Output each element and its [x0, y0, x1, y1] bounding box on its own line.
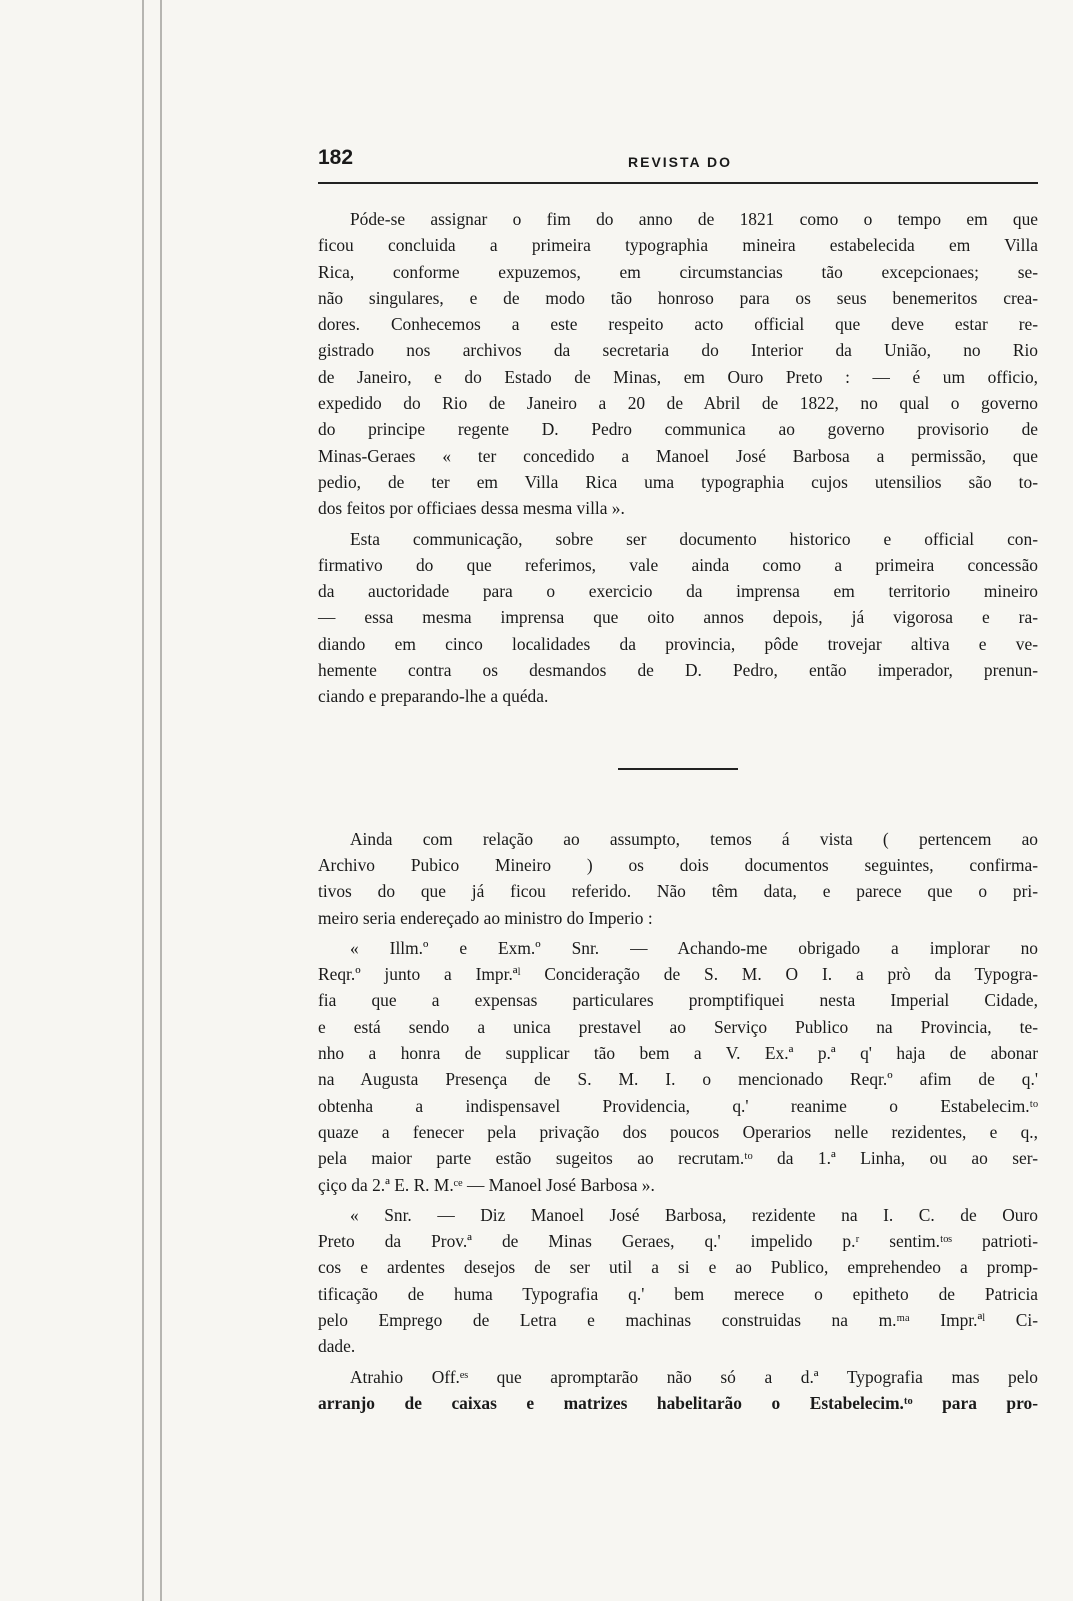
- text-line: dos feitos por officiaes dessa mesma villa ».: [318, 498, 625, 519]
- text-line: Preto da Prov.ª de Minas Geraes, q.' impelido p.ʳ sentim.ᵗᵒˢ patrioti-: [318, 1231, 1038, 1252]
- scan-binding-edge: [0, 0, 178, 1601]
- text-line: pedio, de ter em Villa Rica uma typographia cujos utensilios são to-: [318, 471, 1038, 492]
- text-line: Minas-Geraes « ter concedido a Manoel José Barbosa a permissão, que: [318, 445, 1038, 466]
- text-line: Póde-se assignar o fim do anno de 1821 como o tempo em que: [350, 209, 1038, 229]
- paragraph-4: [318, 935, 1038, 1198]
- scan-streak: [160, 0, 162, 1601]
- text-line: « Illm.º e Exm.º Snr. — Achando-me obrigado a implorar no: [350, 937, 1038, 958]
- text-line: firmativo do que referimos, vale ainda como a primeira concessão: [318, 554, 1038, 575]
- text-line: e está sendo a unica prestavel ao Serviço Publico na Provincia, te-: [318, 1016, 1038, 1037]
- text-line: Ainda com relação ao assumpto, temos á vista ( pertencem ao: [350, 828, 1038, 849]
- text-line: gistrado nos archivos da secretaria do Interior da União, no Rio: [318, 340, 1038, 361]
- scan-streak: [142, 0, 144, 1601]
- text-line: hemente contra os desmandos de D. Pedro, então imperador, prenun-: [318, 660, 1038, 681]
- text-line: expedido do Rio de Janeiro a 20 de Abril de 1822, no qual o governo: [318, 393, 1038, 414]
- text-line: tificação de huma Typografia q.' bem merece o epitheto de Patricia: [318, 1283, 1038, 1304]
- text-line: ficou concluida a primeira typographia mineira estabelecida em Villa: [318, 235, 1038, 256]
- text-line: « Snr. — Diz Manoel José Barbosa, rezidente na I. C. de Ouro: [350, 1204, 1038, 1225]
- text-line: quaze a fenecer pela privação dos poucos Operarios nelle rezidentes, e q.,: [318, 1121, 1038, 1142]
- text-line: pelo Emprego de Letra e machinas construidas na m.ᵐᵃ Impr.ªˡ Ci-: [318, 1309, 1038, 1330]
- text-line: arranjo de caixas e matrizes habelitarão o Estabelecim.ᵗᵒ para pro-: [318, 1392, 1038, 1413]
- text-line: fia que a expensas particulares promptifiquei nesta Imperial Cidade,: [318, 990, 1038, 1011]
- text-line: pela maior parte estão sugeitos ao recrutam.ᵗᵒ da 1.ª Linha, ou ao ser-: [318, 1148, 1038, 1169]
- text-line: não singulares, e de modo tão honroso para os seus benemeritos crea-: [318, 287, 1038, 308]
- section-divider: [618, 768, 738, 770]
- text-line: çiço da 2.ª E. R. M.ᶜᵉ — Manoel José Barbosa ».: [318, 1174, 655, 1195]
- book-page: [318, 146, 1038, 1416]
- text-line: tivos do que já ficou referido. Não têm data, e parece que o pri-: [318, 881, 1038, 902]
- text-line: meiro seria endereçado ao ministro do Imperio :: [318, 907, 653, 928]
- text-line: cos e ardentes desejos de ser util a si e ao Publico, emprehendeo a promp-: [318, 1257, 1038, 1278]
- text-line: Reqr.º junto a Impr.ªˡ Concideração de S. M. O I. a prò da Typogra-: [318, 964, 1038, 985]
- paragraph-2: [318, 526, 1038, 710]
- running-head: [318, 146, 1038, 184]
- text-line: Archivo Pubico Mineiro ) os dois documentos seguintes, confirma-: [318, 854, 1038, 875]
- text-line: Atrahio Off.ᵉˢ que apromptarão não só a d.ª Typografia mas pelo: [350, 1366, 1038, 1387]
- text-line: de Janeiro, e do Estado de Minas, em Ouro Preto : — é um officio,: [318, 366, 1038, 387]
- paragraph-5: [318, 1202, 1038, 1360]
- text-line: nho a honra de supplicar tão bem a V. Ex.ª p.ª q' haja de abonar: [318, 1043, 1038, 1064]
- text-line: obtenha a indispensavel Providencia, q.' reanime o Estabelecim.ᵗᵒ: [318, 1095, 1038, 1116]
- text-line: — essa mesma imprensa que oito annos depois, já vigorosa e ra-: [318, 607, 1038, 628]
- text-line: do principe regente D. Pedro communica ao governo provisorio de: [318, 419, 1038, 440]
- text-line: diando em cinco localidades da provincia, pôde trovejar altiva e ve-: [318, 633, 1038, 654]
- paragraph-1: [318, 206, 1038, 522]
- text-line: da auctoridade para o exercicio da imprensa em territorio mineiro: [318, 581, 1038, 602]
- text-line: Esta communicação, sobre ser documento historico e official con-: [350, 528, 1038, 549]
- paragraph-3: [318, 826, 1038, 931]
- journal-title: REVISTA DO: [628, 154, 733, 170]
- text-line: na Augusta Presença de S. M. I. o mencionado Reqr.º afim de q.': [318, 1069, 1038, 1090]
- paragraph-6: [318, 1364, 1038, 1417]
- text-line: dores. Conhecemos a este respeito acto official que deve estar re-: [318, 314, 1038, 335]
- text-line: ciando e preparando-lhe a quéda.: [318, 686, 549, 707]
- text-line: dade.: [318, 1336, 356, 1357]
- text-line: Rica, conforme expuzemos, em circumstancias tão excepcionaes; se-: [318, 261, 1038, 282]
- page-number: 182: [318, 146, 354, 169]
